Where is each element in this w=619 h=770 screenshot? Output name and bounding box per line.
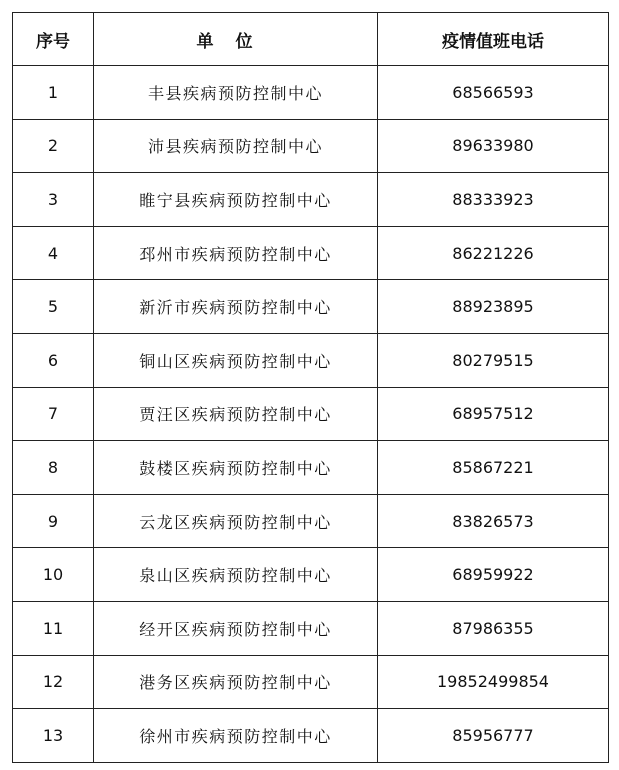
table-row bbox=[13, 494, 609, 548]
row-phone-number: 87986355 bbox=[378, 601, 609, 655]
row-phone-number: 85956777 bbox=[378, 709, 609, 763]
row-phone-number: 89633980 bbox=[378, 119, 609, 173]
row-phone-number: 68957512 bbox=[378, 387, 609, 441]
row-unit-name: 铜山区疾病预防控制中心 bbox=[94, 333, 378, 387]
row-phone-number: 85867221 bbox=[378, 441, 609, 495]
row-unit-name: 睢宁县疾病预防控制中心 bbox=[94, 173, 378, 227]
row-phone-number: 88923895 bbox=[378, 280, 609, 334]
row-phone-number: 19852499854 bbox=[378, 655, 609, 709]
header-duty-phone: 疫情值班电话 bbox=[378, 13, 609, 66]
row-serial-number: 2 bbox=[13, 119, 94, 173]
row-serial-number: 8 bbox=[13, 441, 94, 495]
row-serial-number: 12 bbox=[13, 655, 94, 709]
row-unit-name: 云龙区疾病预防控制中心 bbox=[94, 494, 378, 548]
table-row bbox=[13, 173, 609, 227]
row-serial-number: 13 bbox=[13, 709, 94, 763]
table-row bbox=[13, 655, 609, 709]
row-unit-name: 泉山区疾病预防控制中心 bbox=[94, 548, 378, 602]
table-row bbox=[13, 226, 609, 280]
row-serial-number: 7 bbox=[13, 387, 94, 441]
table-row bbox=[13, 333, 609, 387]
row-phone-number: 86221226 bbox=[378, 226, 609, 280]
row-serial-number: 6 bbox=[13, 333, 94, 387]
row-unit-name: 徐州市疾病预防控制中心 bbox=[94, 709, 378, 763]
row-unit-name: 新沂市疾病预防控制中心 bbox=[94, 280, 378, 334]
table-row bbox=[13, 119, 609, 173]
row-serial-number: 3 bbox=[13, 173, 94, 227]
row-serial-number: 10 bbox=[13, 548, 94, 602]
row-unit-name: 邳州市疾病预防控制中心 bbox=[94, 226, 378, 280]
row-unit-name: 丰县疾病预防控制中心 bbox=[94, 66, 378, 120]
table-header-row bbox=[13, 13, 609, 66]
row-phone-number: 80279515 bbox=[378, 333, 609, 387]
table-row bbox=[13, 387, 609, 441]
table-row bbox=[13, 709, 609, 763]
row-unit-name: 经开区疾病预防控制中心 bbox=[94, 601, 378, 655]
row-serial-number: 4 bbox=[13, 226, 94, 280]
row-unit-name: 沛县疾病预防控制中心 bbox=[94, 119, 378, 173]
header-unit: 单位 bbox=[94, 13, 378, 66]
row-serial-number: 1 bbox=[13, 66, 94, 120]
row-unit-name: 鼓楼区疾病预防控制中心 bbox=[94, 441, 378, 495]
row-unit-name: 港务区疾病预防控制中心 bbox=[94, 655, 378, 709]
row-phone-number: 68959922 bbox=[378, 548, 609, 602]
row-phone-number: 88333923 bbox=[378, 173, 609, 227]
row-phone-number: 83826573 bbox=[378, 494, 609, 548]
table-row bbox=[13, 601, 609, 655]
table-row bbox=[13, 441, 609, 495]
row-phone-number: 68566593 bbox=[378, 66, 609, 120]
duty-phone-table bbox=[12, 12, 609, 763]
table-row bbox=[13, 280, 609, 334]
header-serial-number: 序号 bbox=[13, 13, 94, 66]
row-serial-number: 11 bbox=[13, 601, 94, 655]
row-serial-number: 9 bbox=[13, 494, 94, 548]
table-row bbox=[13, 548, 609, 602]
row-serial-number: 5 bbox=[13, 280, 94, 334]
row-unit-name: 贾汪区疾病预防控制中心 bbox=[94, 387, 378, 441]
table-row bbox=[13, 66, 609, 120]
